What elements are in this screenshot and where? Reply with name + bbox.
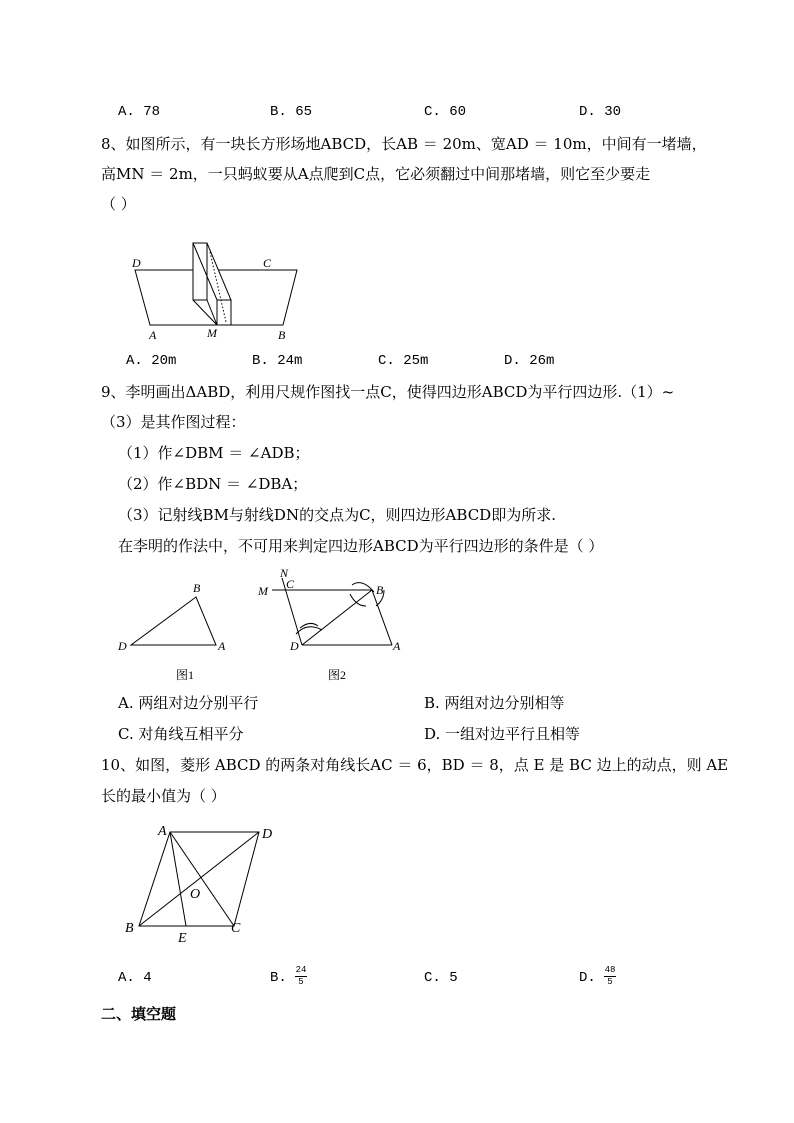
q10-option-d-denominator: 5 <box>607 977 613 987</box>
q10-option-a: A. 4 <box>118 970 152 986</box>
q9-step1: （1）作∠DBM ＝ ∠ADB； <box>118 444 310 462</box>
section2-title: 二、填空题 <box>101 1005 177 1023</box>
q8-line2: 高MN ＝ 2m，一只蚂蚁要从A点爬到C点，它必须翻过中间那堵墙，则它至少要走 <box>101 165 651 183</box>
q8-label-c: C <box>263 256 272 270</box>
q7-option-b: B. 65 <box>270 104 313 120</box>
q8-option-c: C. 25m <box>378 353 429 369</box>
q9-fig2-label-a: A <box>393 639 401 653</box>
q9-line1: 9、李明画出ΔABD，利用尺规作图找一点C，使得四边形ABCD为平行四边形.（1）~ <box>101 383 675 401</box>
q10-label-c: C <box>231 921 241 936</box>
q10-option-b-denominator: 5 <box>298 977 304 987</box>
q9-step2: （2）作∠BDN ＝ ∠DBA； <box>118 475 308 493</box>
q10-option-c: C. 5 <box>424 970 458 986</box>
q9-fig2-label-b: B <box>376 583 384 597</box>
q9-option-a: A. 两组对边分别平行 <box>118 694 259 712</box>
q9-fig2-label-d: D <box>290 639 299 653</box>
q9-option-c: C. 对角线互相平分 <box>118 725 244 743</box>
q7-option-a: A. 78 <box>118 104 161 120</box>
q10-label-e: E <box>178 931 187 946</box>
q10-label-b: B <box>125 921 134 936</box>
q8-label-d: D <box>132 256 141 270</box>
q9-fig2-label-m: M <box>258 584 268 598</box>
q10-line2: 长的最小值为（ ） <box>101 787 226 805</box>
q9-fig1-label-a: A <box>218 639 226 653</box>
q10-label-o: O <box>190 887 201 902</box>
q8-option-b: B. 24m <box>252 353 303 369</box>
q8-option-a: A. 20m <box>126 353 177 369</box>
q9-line2: （3）是其作图过程： <box>101 413 246 431</box>
q10-option-b-numerator: 24 <box>295 965 307 975</box>
q10-line1: 10、如图，菱形 ABCD 的两条对角线长AC ＝ 6，BD ＝ 8，点 E 是 BC 边上的动点，则 AE <box>101 756 729 774</box>
q10-option-b-fraction <box>295 966 307 987</box>
q9-fig2-label-n: N <box>280 566 289 580</box>
q8-label-a: A <box>149 328 157 342</box>
q10-option-b-prefix: B. <box>270 970 287 986</box>
q8-label-b: B <box>278 328 286 342</box>
q10-option-d-numerator: 48 <box>604 965 616 975</box>
q9-fig2-label-c: C <box>286 577 295 591</box>
q7-option-d: D. 30 <box>579 104 622 120</box>
q9-fig2-caption: 图2 <box>328 668 347 682</box>
q9-line3: 在李明的作法中，不可用来判定四边形ABCD为平行四边形的条件是（ ） <box>118 537 604 555</box>
q9-fig1-label-b: B <box>193 581 201 595</box>
q9-step3: （3）记射线BM与射线DN的交点为C，则四边形ABCD即为所求. <box>118 506 556 524</box>
q9-option-d: D. 一组对边平行且相等 <box>424 725 581 743</box>
q9-option-b: B. 两组对边分别相等 <box>424 694 565 712</box>
q8-line1: 8、如图所示，有一块长方形场地ABCD，长AB ＝ 20m、宽AD ＝ 10m，中间有一堵墙， <box>101 135 707 153</box>
q8-label-m: M <box>207 326 217 340</box>
q8-option-d: D. 26m <box>504 353 555 369</box>
q10-option-d-prefix: D. <box>579 970 596 986</box>
q9-fig1-caption: 图1 <box>176 668 195 682</box>
q9-fig1-label-d: D <box>118 639 127 653</box>
q10-option-d-fraction <box>604 966 616 987</box>
q8-line3: （ ） <box>101 195 136 213</box>
q7-option-c: C. 60 <box>424 104 467 120</box>
q10-label-a: A <box>158 824 167 839</box>
q10-label-d: D <box>262 827 273 842</box>
